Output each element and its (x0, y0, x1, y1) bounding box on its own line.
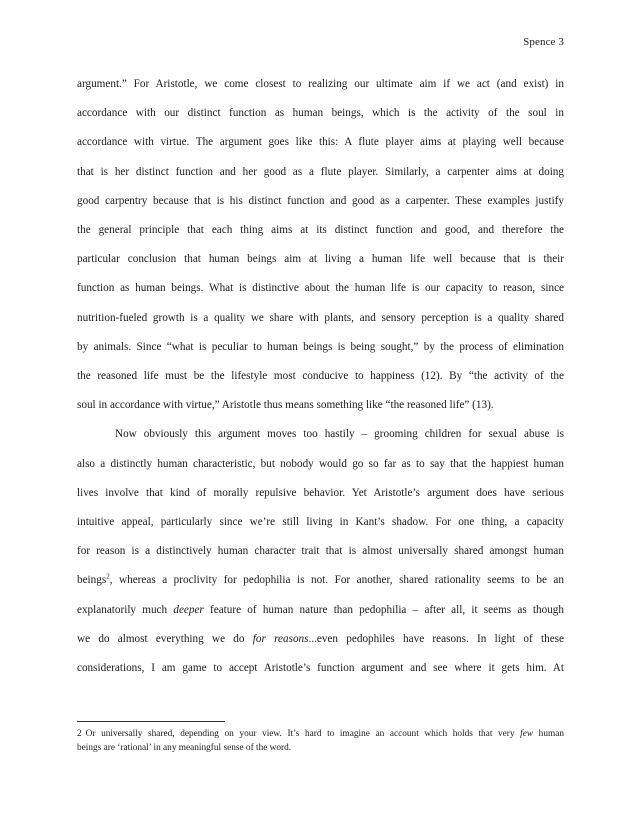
text-line: nutrition-fueled growth is a quality we share with plants, and sensory perception is a quality shared (77, 311, 564, 324)
text-line: Now obviously this argument moves too hastily – grooming children for sexual abuse is (115, 428, 564, 441)
text-line: argument.” For Aristotle, we come closest to realizing our ultimate aim if we act (and exist) in (77, 78, 564, 90)
text-run: feature of human nature than pedophilia – after all, it seems as though (203, 603, 564, 616)
footnote (77, 728, 564, 755)
text-line: considerations, I am game to accept Aristotle’s function argument and see where it gets him. At (77, 662, 564, 675)
emphasis: few (520, 729, 534, 739)
footnote-separator (77, 721, 225, 722)
text-line: accordance with our distinct function as human beings, which is the activity of the soul in (77, 107, 564, 120)
body-text (77, 70, 564, 683)
footnote-reference[interactable]: 2 (106, 572, 110, 581)
text-line: the reasoned life must be the lifestyle most conducive to happiness (12). By “the activity of the (77, 370, 564, 383)
text-run: we do almost everything we do (77, 632, 253, 645)
text-line: also a distinctly human characteristic, but nobody would go so far as to say that the happiest human (77, 457, 564, 470)
emphasis: deeper (173, 603, 204, 616)
emphasis: for reasons (252, 632, 309, 645)
text-line: good carpentry because that is his distinct function and good as a carpenter. These examples justify (77, 194, 564, 207)
text-line (77, 566, 564, 595)
text-run: Or universally shared, depending on your view. It’s hard to imagine an account which holds that very (85, 729, 521, 739)
text-line: that is her distinct function and her good as a flute player. Similarly, a carpenter aims at doing (77, 165, 564, 178)
text-line: soul in accordance with virtue,” Aristotle thus means something like “the reasoned life” (13). (77, 399, 494, 412)
text-run: , whereas a proclivity for pedophilia is not. For another, shared rationality seems to be an (109, 574, 564, 587)
text-run: beings (77, 574, 107, 587)
text-line (77, 625, 564, 654)
text-line: accordance with virtue. The argument goes like this: A flute player aims at playing well because (77, 136, 564, 149)
footnote-line (77, 728, 564, 742)
running-head: Spence 3 (523, 36, 564, 48)
text-run: human (533, 729, 564, 739)
text-line: particular conclusion that human beings aim at living a human life well because that is their (77, 253, 564, 266)
footnote-mark: 2 (77, 729, 82, 739)
text-line: intuitive appeal, particularly since we’re still living in Kant’s shadow. For one thing, a capacity (77, 516, 564, 529)
paragraph (77, 70, 564, 420)
text-line: the general principle that each thing aims at its distinct function and good, and therefore the (77, 224, 564, 237)
text-line: by animals. Since “what is peculiar to human beings is being sought,” by the process of elimination (77, 340, 564, 353)
footnote-line: beings are ‘rational’ in any meaningful sense of the word. (77, 742, 292, 753)
text-line: function as human beings. What is distinctive about the human life is our capacity to reason, since (77, 282, 564, 295)
paragraph (77, 420, 564, 683)
text-line (77, 596, 564, 625)
text-run: explanatorily much (77, 603, 174, 616)
text-run: ...even pedophiles have reasons. In light of these (308, 632, 565, 645)
text-line: for reason is a distinctively human character trait that is almost universally shared amongst human (77, 545, 564, 558)
text-line: lives involve that kind of morally repulsive behavior. Yet Aristotle’s argument does have serious (77, 486, 564, 499)
